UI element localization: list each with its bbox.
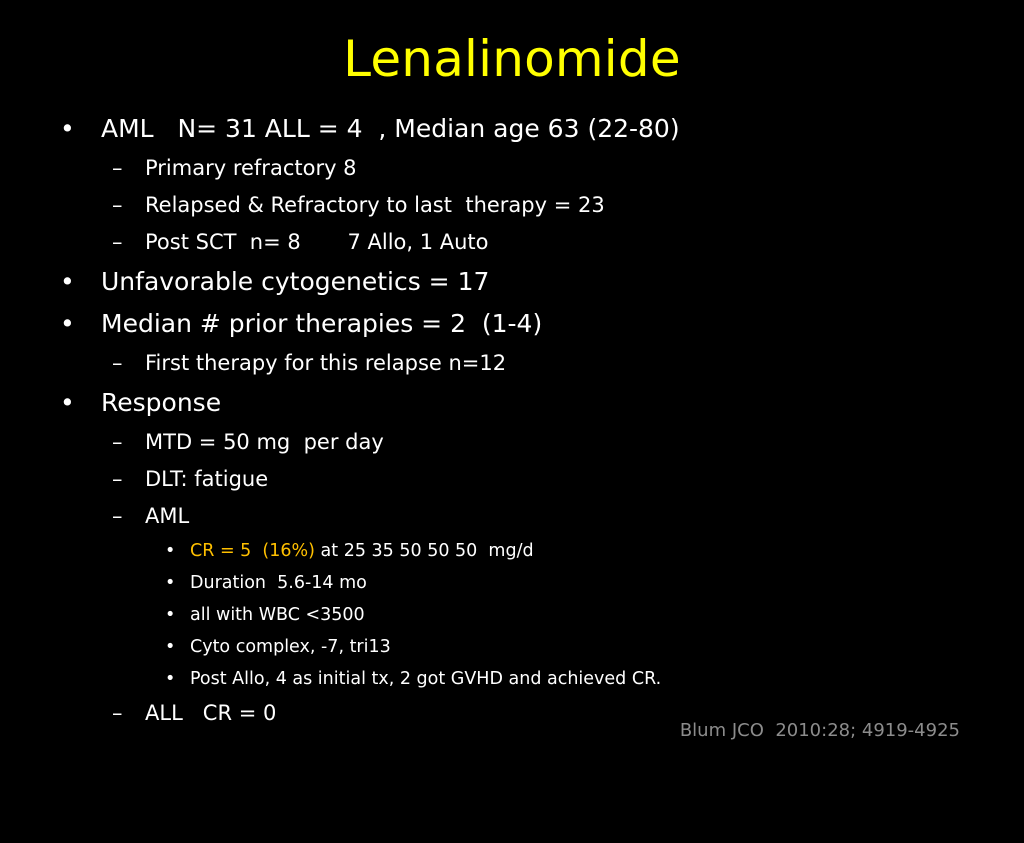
sub-sub-item xyxy=(0,535,1024,567)
sub-item xyxy=(0,345,1024,382)
slide-title: Lenalinomide xyxy=(343,30,681,88)
sub-item-text: DLT: fatigue xyxy=(145,467,269,491)
bullet-icon: • xyxy=(60,309,75,338)
bullet-icon: • xyxy=(165,541,176,561)
sub-item-text: Primary refractory 8 xyxy=(145,156,357,180)
slide-body xyxy=(0,108,1024,732)
dash-icon: – xyxy=(112,351,123,375)
citation: Blum JCO 2010:28; 4919-4925 xyxy=(679,720,960,741)
dash-icon: – xyxy=(112,701,123,725)
bullet-icon: • xyxy=(165,573,176,593)
bullet-icon: • xyxy=(165,669,176,689)
sub-sub-item-text: all with WBC <3500 xyxy=(190,605,365,625)
dash-icon: – xyxy=(112,193,123,217)
dash-icon: – xyxy=(112,156,123,180)
bullet-item xyxy=(0,108,1024,150)
sub-item-text: First therapy for this relapse n=12 xyxy=(145,351,507,375)
sub-item-text: AML xyxy=(145,504,190,528)
bullet-icon: • xyxy=(60,114,75,143)
sub-sub-item xyxy=(0,599,1024,631)
bullet-text: Median # prior therapies = 2 (1-4) xyxy=(101,309,543,338)
sub-sub-item-text: Duration 5.6-14 mo xyxy=(190,573,367,593)
bullet-text: AML N= 31 ALL = 4 , Median age 63 (22-80) xyxy=(101,114,680,143)
sub-item xyxy=(0,424,1024,461)
dash-icon: – xyxy=(112,504,123,528)
sub-sub-item-rest: at 25 35 50 50 50 mg/d xyxy=(314,541,534,561)
sub-sub-item-text: Cyto complex, -7, tri13 xyxy=(190,637,391,657)
sub-sub-item xyxy=(0,631,1024,663)
sub-item-text: ALL CR = 0 xyxy=(145,701,277,725)
dash-icon: – xyxy=(112,230,123,254)
sub-sub-item-text: Post Allo, 4 as initial tx, 2 got GVHD and achieved CR. xyxy=(190,669,662,689)
bullet-text: Unfavorable cytogenetics = 17 xyxy=(101,267,490,296)
bullet-icon: • xyxy=(60,388,75,417)
bullet-item xyxy=(0,261,1024,303)
bullet-text: Response xyxy=(101,388,222,417)
bullet-icon: • xyxy=(60,267,75,296)
sub-item-text: Post SCT n= 8 7 Allo, 1 Auto xyxy=(145,230,489,254)
highlight-text: CR = 5 (16%) xyxy=(190,541,315,561)
sub-sub-item xyxy=(0,567,1024,599)
bullet-icon: • xyxy=(165,605,176,625)
sub-item-text: MTD = 50 mg per day xyxy=(145,430,384,454)
bullet-item xyxy=(0,303,1024,345)
dash-icon: – xyxy=(112,430,123,454)
dash-icon: – xyxy=(112,467,123,491)
sub-sub-item-text xyxy=(190,535,534,567)
bullet-icon: • xyxy=(165,637,176,657)
sub-item xyxy=(0,224,1024,261)
sub-sub-item xyxy=(0,663,1024,695)
bullet-item xyxy=(0,382,1024,424)
sub-item xyxy=(0,150,1024,187)
sub-item xyxy=(0,187,1024,224)
sub-item xyxy=(0,461,1024,498)
sub-item xyxy=(0,498,1024,535)
sub-item-text: Relapsed & Refractory to last therapy = 23 xyxy=(145,193,605,217)
